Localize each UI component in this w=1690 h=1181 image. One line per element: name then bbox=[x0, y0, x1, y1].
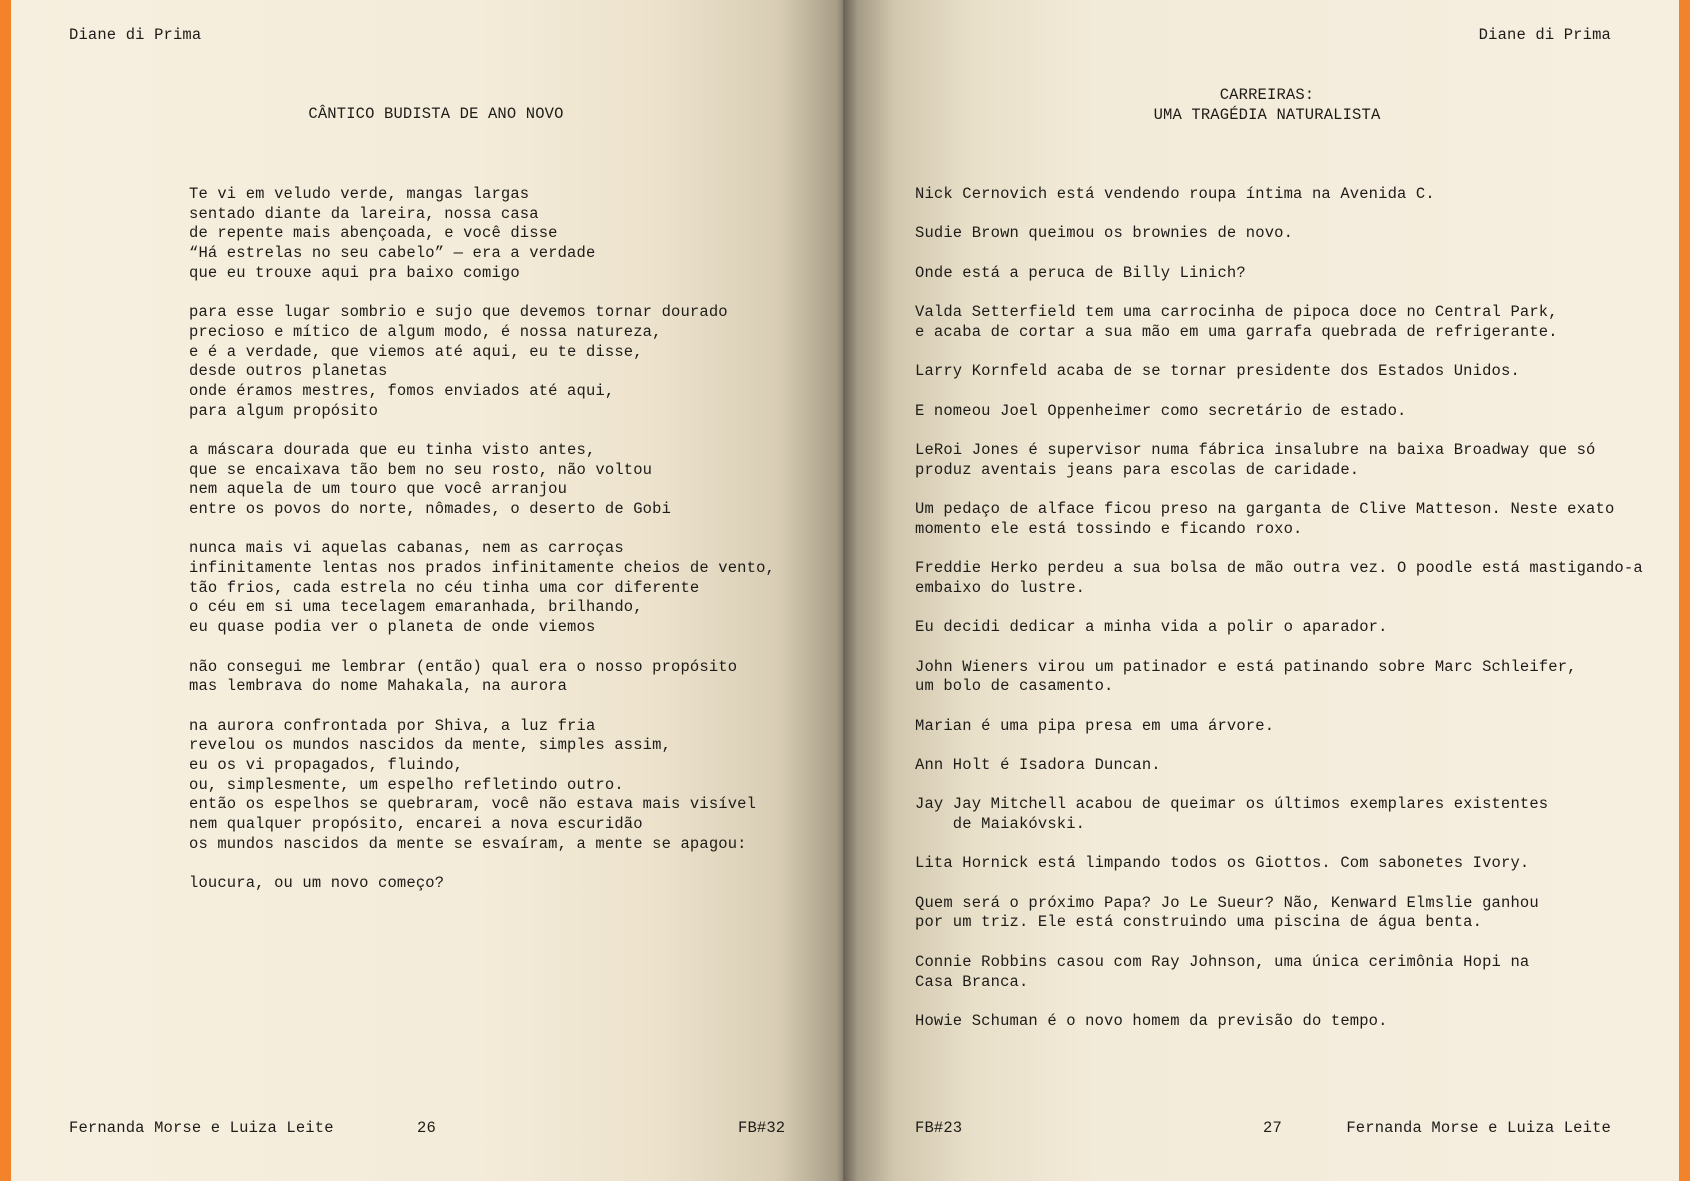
poem-line: ou, simplesmente, um espelho refletindo outro. bbox=[189, 775, 624, 794]
poem-item bbox=[915, 618, 1643, 638]
right-title-line2: UMA TRAGÉDIA NATURALISTA bbox=[1153, 105, 1381, 124]
item-line: Larry Kornfeld acaba de se tornar presidente dos Estados Unidos. bbox=[915, 362, 1520, 381]
poem-line: loucura, ou um novo começo? bbox=[189, 874, 445, 893]
poem-line: desde outros planetas bbox=[189, 362, 388, 381]
poem-line: que se encaixava tão bem no seu rosto, não voltou bbox=[189, 460, 653, 479]
right-title-line1: CARREIRAS: bbox=[1219, 86, 1315, 104]
poem-line: Te vi em veludo verde, mangas largas bbox=[189, 185, 530, 203]
poem-line: “Há estrelas no seu cabelo” — era a verdade bbox=[189, 244, 596, 263]
poem-line: para esse lugar sombrio e sujo que devemos tornar dourado bbox=[189, 303, 728, 322]
item-line: Sudie Brown queimou os brownies de novo. bbox=[915, 224, 1294, 243]
item-line: embaixo do lustre. bbox=[915, 578, 1086, 597]
poem-line: sentado diante da lareira, nossa casa bbox=[189, 204, 539, 223]
poem-line: nunca mais vi aquelas cabanas, nem as carroças bbox=[189, 539, 624, 558]
item-line: e acaba de cortar a sua mão em uma garrafa quebrada de refrigerante. bbox=[915, 322, 1558, 341]
poem-line: eu os vi propagados, fluindo, bbox=[189, 755, 464, 774]
poem-stanza bbox=[189, 441, 775, 520]
right-footer-authors: Fernanda Morse e Luiza Leite bbox=[1346, 1119, 1611, 1137]
item-line: Howie Schuman é o novo homem da previsão do tempo. bbox=[915, 1011, 1388, 1030]
item-line: Marian é uma pipa presa em uma árvore. bbox=[915, 716, 1275, 735]
item-line: Ann Holt é Isadora Duncan. bbox=[915, 755, 1161, 774]
poem-line: infinitamente lentas nos prados infinitamente cheios de vento, bbox=[189, 559, 775, 578]
poem-stanza bbox=[189, 303, 775, 421]
poem-line: a máscara dourada que eu tinha visto antes, bbox=[189, 440, 596, 459]
poem-line: eu quase podia ver o planeta de onde viemos bbox=[189, 618, 596, 637]
poem-item bbox=[915, 756, 1643, 776]
poem-line: precioso e mítico de algum modo, é nossa natureza, bbox=[189, 322, 662, 341]
poem-line: e é a verdade, que viemos até aqui, eu te disse, bbox=[189, 342, 643, 361]
right-poem-title bbox=[845, 86, 1679, 125]
poem-line: então os espelhos se quebraram, você não estava mais visível bbox=[189, 795, 757, 814]
poem-line: tão frios, cada estrela no céu tinha uma cor diferente bbox=[189, 578, 700, 597]
poem-item bbox=[915, 185, 1643, 205]
poem-line: não consegui me lembrar (então) qual era o nosso propósito bbox=[189, 657, 738, 676]
poem-item bbox=[915, 224, 1643, 244]
poem-line: mas lembrava do nome Mahakala, na aurora bbox=[189, 677, 568, 696]
poem-line: o céu em si uma tecelagem emaranhada, brilhando, bbox=[189, 598, 643, 617]
right-poem-body bbox=[915, 185, 1643, 1032]
poem-stanza bbox=[189, 185, 775, 283]
poem-line: onde éramos mestres, fomos enviados até aqui, bbox=[189, 381, 615, 400]
item-line: LeRoi Jones é supervisor numa fábrica insalubre na baixa Broadway que só bbox=[915, 440, 1596, 459]
poem-item bbox=[915, 1012, 1643, 1032]
right-page-number: 27 bbox=[1263, 1119, 1282, 1137]
item-line: momento ele está tossindo e ficando roxo. bbox=[915, 519, 1303, 538]
poem-line: entre os povos do norte, nômades, o deserto de Gobi bbox=[189, 500, 672, 518]
left-footer-issue: FB#32 bbox=[738, 1119, 786, 1137]
poem-item bbox=[915, 854, 1643, 874]
poem-item bbox=[915, 441, 1643, 480]
item-line: produz aventais jeans para escolas de caridade. bbox=[915, 460, 1360, 479]
item-line: Jay Jay Mitchell acabou de queimar os últimos exemplares existentes bbox=[915, 795, 1549, 814]
poem-item bbox=[915, 264, 1643, 284]
poem-item bbox=[915, 303, 1643, 342]
poem-item bbox=[915, 402, 1643, 422]
poem-line: para algum propósito bbox=[189, 401, 379, 420]
item-line: Casa Branca. bbox=[915, 972, 1029, 991]
poem-item bbox=[915, 658, 1643, 697]
item-line: de Maiakóvski. bbox=[915, 815, 1086, 833]
right-page bbox=[845, 0, 1679, 1181]
poem-line: de repente mais abençoada, e você disse bbox=[189, 224, 558, 243]
item-line: E nomeou Joel Oppenheimer como secretário de estado. bbox=[915, 401, 1407, 420]
poem-stanza bbox=[189, 874, 775, 894]
item-line: Valda Setterfield tem uma carrocinha de pipoca doce no Central Park, bbox=[915, 303, 1558, 322]
left-page bbox=[11, 0, 845, 1181]
poem-line: na aurora confrontada por Shiva, a luz fria bbox=[189, 716, 596, 735]
left-poem-body bbox=[189, 185, 775, 894]
poem-line: nem aquela de um touro que você arranjou bbox=[189, 480, 568, 499]
poem-stanza bbox=[189, 658, 775, 697]
item-line: John Wieners virou um patinador e está patinando sobre Marc Schleifer, bbox=[915, 657, 1577, 676]
poem-stanza bbox=[189, 717, 775, 855]
item-line: Connie Robbins casou com Ray Johnson, uma única cerimônia Hopi na bbox=[915, 952, 1530, 971]
item-line: Eu decidi dedicar a minha vida a polir o aparador. bbox=[915, 618, 1388, 637]
poem-item bbox=[915, 894, 1643, 933]
left-footer-authors: Fernanda Morse e Luiza Leite bbox=[69, 1119, 334, 1137]
item-line: Um pedaço de alface ficou preso na garganta de Clive Matteson. Neste exato bbox=[915, 500, 1615, 518]
item-line: por um triz. Ele está construindo uma piscina de água benta. bbox=[915, 913, 1483, 932]
item-line: Nick Cernovich está vendendo roupa íntima na Avenida C. bbox=[915, 185, 1435, 203]
poem-item bbox=[915, 500, 1643, 539]
poem-item bbox=[915, 717, 1643, 737]
item-line: Quem será o próximo Papa? Jo Le Sueur? Não, Kenward Elmslie ganhou bbox=[915, 893, 1539, 912]
poem-line: que eu trouxe aqui pra baixo comigo bbox=[189, 263, 520, 282]
item-line: Lita Hornick está limpando todos os Giottos. Com sabonetes Ivory. bbox=[915, 854, 1530, 873]
poem-stanza bbox=[189, 539, 775, 637]
item-line: um bolo de casamento. bbox=[915, 677, 1114, 696]
left-poem-title: CÂNTICO BUDISTA DE ANO NOVO bbox=[308, 105, 564, 123]
poem-line: os mundos nascidos da mente se esvaíram, a mente se apagou: bbox=[189, 834, 747, 853]
poem-item bbox=[915, 559, 1643, 598]
right-footer-issue: FB#23 bbox=[915, 1119, 963, 1137]
poem-line: revelou os mundos nascidos da mente, simples assim, bbox=[189, 736, 672, 755]
poem-item bbox=[915, 362, 1643, 382]
left-page-number: 26 bbox=[417, 1119, 436, 1137]
item-line: Onde está a peruca de Billy Linich? bbox=[915, 263, 1246, 282]
poem-item bbox=[915, 795, 1643, 834]
right-header-author: Diane di Prima bbox=[1478, 26, 1611, 44]
poem-item bbox=[915, 953, 1643, 992]
item-line: Freddie Herko perdeu a sua bolsa de mão outra vez. O poodle está mastigando-a bbox=[915, 559, 1643, 578]
left-header-author: Diane di Prima bbox=[69, 26, 202, 44]
poem-line: nem qualquer propósito, encarei a nova escuridão bbox=[189, 815, 643, 833]
book-spread bbox=[11, 0, 1679, 1181]
